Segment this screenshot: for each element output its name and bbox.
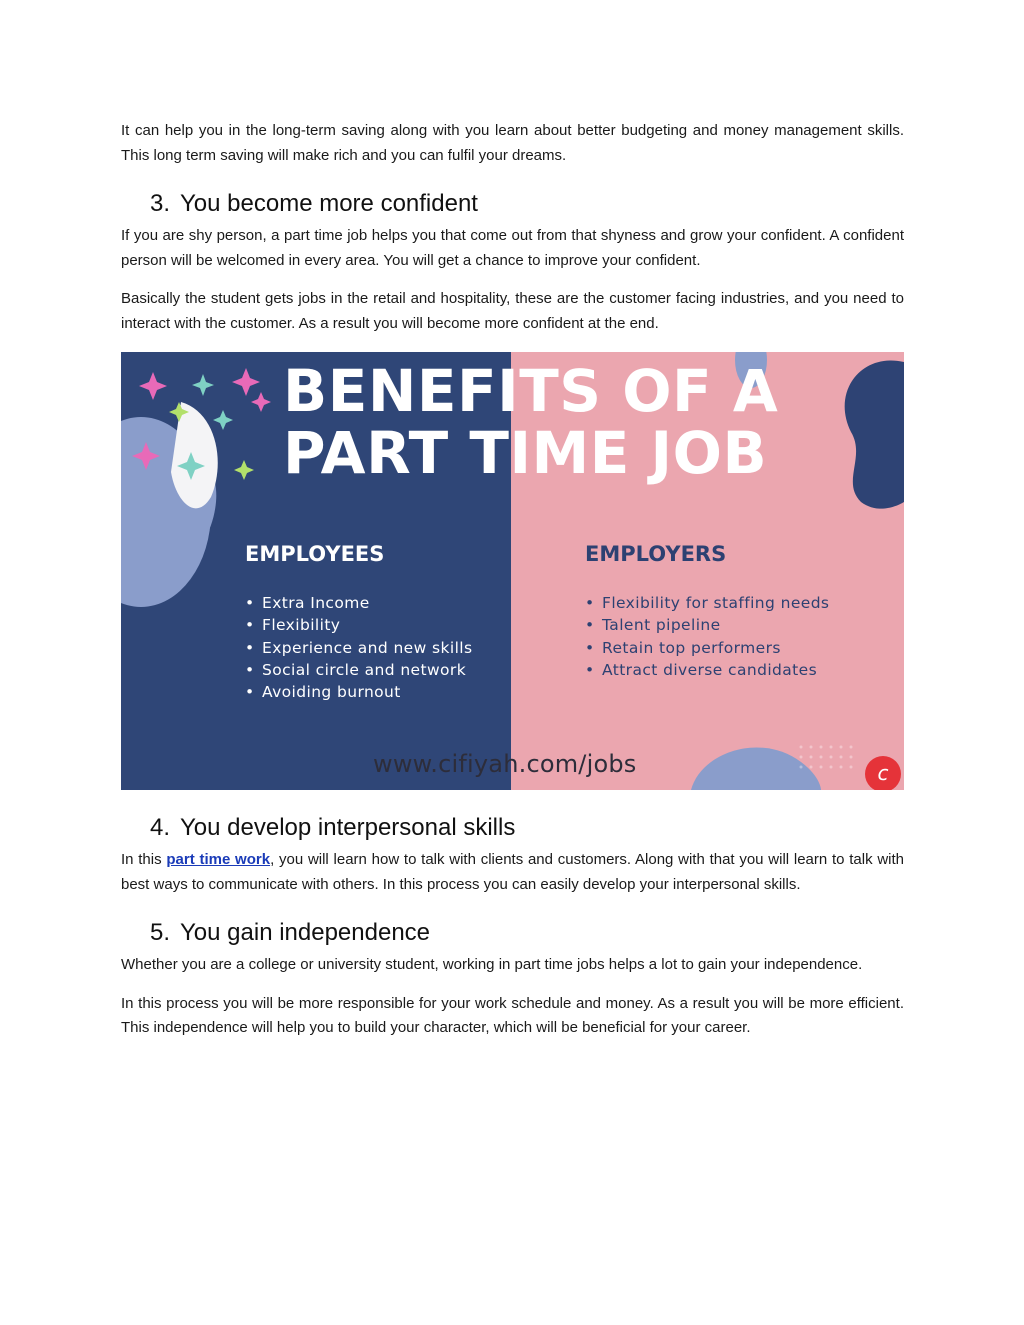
infographic-url: www.cifiyah.com/jobs xyxy=(373,750,637,778)
paragraph-independence-2: In this process you will be more responsible for your work schedule and money. As a result you will be more efficient. This independence will help you to build your character, which will be beneficial for your career. xyxy=(121,994,904,1036)
employers-list xyxy=(585,592,845,681)
heading-independence xyxy=(121,919,904,947)
employees-item: • Avoiding burnout xyxy=(245,681,475,703)
heading-text: You gain independence xyxy=(180,919,431,946)
cifiyah-logo-icon: c xyxy=(865,756,901,790)
heading-interpersonal xyxy=(121,814,904,842)
heading-text: You develop interpersonal skills xyxy=(180,814,516,841)
text-segment: In this xyxy=(121,851,167,868)
heading-number: 4. xyxy=(150,814,171,841)
heading-confident xyxy=(121,190,904,218)
employers-item: • Attract diverse candidates xyxy=(585,659,845,681)
infographic-title xyxy=(283,357,779,487)
employees-item: • Flexibility xyxy=(245,614,475,636)
employers-heading: EMPLOYERS xyxy=(585,542,727,566)
heading-number: 5. xyxy=(150,919,171,946)
employees-item: • Extra Income xyxy=(245,592,475,614)
paragraph-interpersonal xyxy=(121,848,904,897)
text-segment: , you will learn how to talk with clients and customers. Along with that you will learn to talk with best ways to communicate with others. In this process you can easily develop your interpersonal skills. xyxy=(121,851,905,893)
employers-item: • Flexibility for staffing needs xyxy=(585,592,845,614)
employers-item: • Talent pipeline xyxy=(585,614,845,636)
employees-list xyxy=(245,592,475,703)
paragraph-confident-2: Basically the student gets jobs in the retail and hospitality, these are the customer facing industries, and you need to interact with the customer. As a result you will become more confident at the end. xyxy=(121,290,904,332)
employers-item: • Retain top performers xyxy=(585,637,845,659)
title-line-2: PART TIME JOB xyxy=(283,419,768,487)
paragraph-independence-1: Whether you are a college or university student, working in part time jobs helps a lot to gain your independence. xyxy=(121,956,863,973)
paragraph-saving: It can help you in the long-term saving along with you learn about better budgeting and money management skills. This long term saving will make rich and you can fulfil your dreams. xyxy=(121,122,904,164)
employees-item: • Experience and new skills xyxy=(245,637,475,659)
benefits-infographic xyxy=(121,352,904,790)
heading-text: You become more confident xyxy=(180,190,478,217)
paragraph-confident-1: If you are shy person, a part time job helps you that come out from that shyness and grow your confident. A confident person will be welcomed in every area. You will get a chance to improve your confident. xyxy=(121,227,904,269)
employees-item: • Social circle and network xyxy=(245,659,475,681)
heading-number: 3. xyxy=(150,190,171,217)
document-page xyxy=(121,119,904,1041)
employees-heading: EMPLOYEES xyxy=(245,542,385,566)
part-time-work-link[interactable]: part time work xyxy=(166,851,271,868)
title-line-1: BENEFITS OF A xyxy=(283,357,779,425)
